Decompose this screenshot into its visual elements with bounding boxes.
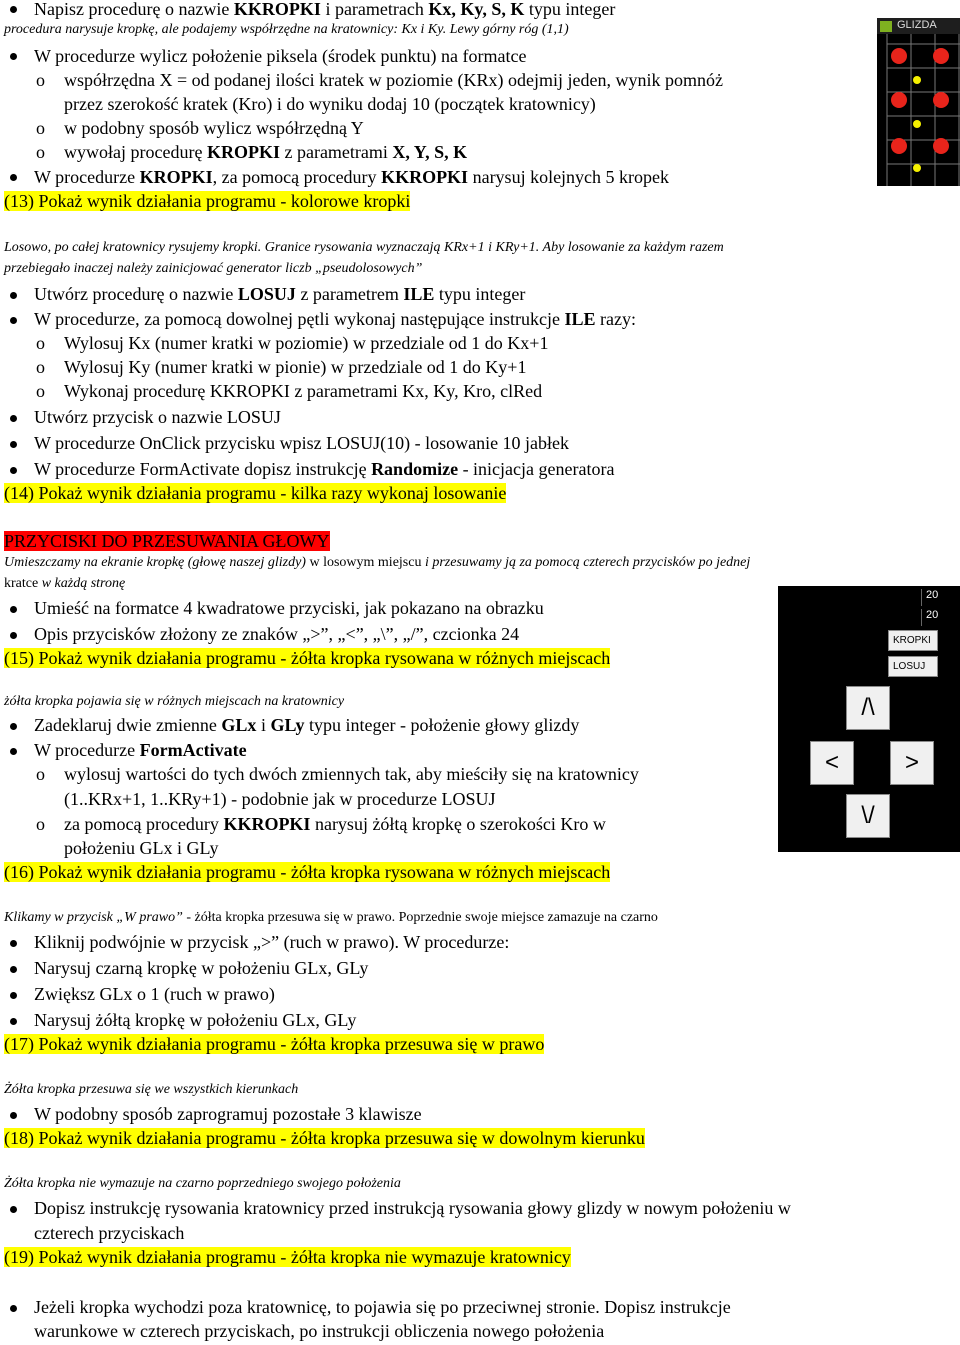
sub-item-5: Wylosuj Ky (numer kratki w pionie) w przedziale od 1 do Ky+1 xyxy=(64,357,527,377)
bullet-item-3: W procedurze KROPKI, za pomocą procedury KKROPKI narysuj kolejnych 5 kropek xyxy=(34,167,670,187)
bullet-item-4: Utwórz procedurę o nazwie LOSUJ z parametrem ILE typu integer xyxy=(34,284,526,304)
red-dot xyxy=(933,48,949,64)
field-ky: 20 xyxy=(921,609,960,626)
sub-item-1a: współrzędna X = od podanej ilości kratek w poziomie (KRx) odejmij jeden, wynik pomnóż xyxy=(64,70,724,90)
bullet-item-18a: Dopisz instrukcję rysowania kratownicy przed instrukcją rysowania głowy glizdy w nowym położeniu w xyxy=(34,1198,791,1218)
highlight-19: (19) Pokaż wynik działania programu - żółta kropka nie wymazuje kratownicy xyxy=(4,1247,571,1267)
kropki-button[interactable]: KROPKI xyxy=(888,630,938,651)
note-yellow: żółta kropka pojawia się w różnych miejscach na kratownicy xyxy=(4,694,345,709)
section-heading: PRZYCISKI DO PRZESUWANIA GŁOWY xyxy=(4,531,330,551)
yellow-dot xyxy=(913,120,921,128)
bullet-item-10: Opis przycisków złożony ze znaków „>”, „<”, „\”, „/”, czcionka 24 xyxy=(34,624,520,644)
red-dot xyxy=(891,92,907,108)
sub-item-1b: przez szerokość kratek (Kro) i do wyniku dodaj 10 (początek kratownicy) xyxy=(64,94,596,114)
sub-item-7a: wylosuj wartości do tych dwóch zmiennych tak, aby mieściły się na kratownicy xyxy=(64,764,639,784)
glizda-window-screenshot xyxy=(877,18,960,186)
highlight-14: (14) Pokaż wynik działania programu - kilka razy wykonaj losowanie xyxy=(4,483,507,503)
bullet-item-17: W podobny sposób zaprogramuj pozostałe 3 klawisze xyxy=(34,1104,422,1124)
red-dot xyxy=(933,92,949,108)
note-right: Klikamy w przycisk „W prawo” - żółta kropka przesuwa się w prawo. Poprzednie swoje miejsce zamazuje na czarno xyxy=(4,910,658,925)
note-head: Umieszczamy na ekranie kropkę (głowę naszej glizdy) w losowym miejscu i przesuwamy ją za pomocą czterech przycisków po jednej xyxy=(4,555,751,570)
right-button[interactable]: > xyxy=(890,741,934,785)
red-dot xyxy=(933,138,949,154)
up-button[interactable]: /\ xyxy=(846,686,890,730)
red-dot xyxy=(891,48,907,64)
bullet-item-6: Utwórz przycisk o nazwie LOSUJ xyxy=(34,407,281,427)
bullet-item-18b: czterech przyciskach xyxy=(34,1223,185,1243)
controls-panel-screenshot xyxy=(778,586,960,852)
note-random: Losowo, po całej kratownicy rysujemy kropki. Granice rysowania wyznaczają KRx+1 i KRy+1. Aby losowanie za każdym razem xyxy=(4,240,724,255)
window-title: GLIZDA xyxy=(897,19,937,31)
note-no-erase: Żółta kropka nie wymazuje na czarno poprzedniego swojego położenia xyxy=(4,1176,401,1191)
bullet-item-5: W procedurze, za pomocą dowolnej pętli wykonaj następujące instrukcje ILE razy: xyxy=(34,309,636,329)
bullet-item-12: W procedurze FormActivate xyxy=(34,740,247,760)
bullet-item-19a: Jeżeli kropka wychodzi poza kratownicę, to pojawia się po przeciwnej stronie. Dopisz instrukcje xyxy=(34,1297,731,1317)
bullet-item-9: Umieść na formatce 4 kwadratowe przyciski, jak pokazano na obrazku xyxy=(34,598,544,618)
bullet-item-16: Narysuj żółtą kropkę w położeniu GLx, GLy xyxy=(34,1010,357,1030)
bullet-item-2: W procedurze wylicz położenie piksela (środek punktu) na formatce xyxy=(34,46,527,66)
down-button[interactable]: \/ xyxy=(846,794,890,838)
note-head-2: kratce w każdą stronę xyxy=(4,576,126,591)
highlight-17: (17) Pokaż wynik działania programu - żółta kropka przesuwa się w prawo xyxy=(4,1034,545,1054)
sub-item-2: w podobny sposób wylicz współrzędną Y xyxy=(64,118,364,138)
highlight-15: (15) Pokaż wynik działania programu - żółta kropka rysowana w różnych miejscach xyxy=(4,648,611,668)
highlight-13: (13) Pokaż wynik działania programu - kolorowe kropki xyxy=(4,191,411,211)
bullet-item-19b: warunkowe w czterech przyciskach, po instrukcji obliczenia nowego położenia xyxy=(34,1321,605,1341)
bullet-item-8: W procedurze FormActivate dopisz instrukcję Randomize - inicjacja generatora xyxy=(34,459,615,479)
note-all-directions: Żółta kropka przesuwa się we wszystkich kierunkach xyxy=(4,1082,299,1097)
bullet-item-13: Kliknij podwójnie w przycisk „>” (ruch w prawo). W procedurze: xyxy=(34,932,510,952)
note-random-2: przebiegało inaczej należy zainicjować generator liczb „pseudolosowych” xyxy=(4,261,423,276)
bullet-item-1: Napisz procedurę o nazwie KKROPKI i parametrach Kx, Ky, S, K typu integer xyxy=(34,0,616,19)
bullet-item-15: Zwiększ GLx o 1 (ruch w prawo) xyxy=(34,984,275,1004)
yellow-dot xyxy=(913,164,921,172)
app-icon xyxy=(880,21,892,32)
bullet-item-11: Zadeklaruj dwie zmienne GLx i GLy typu integer - położenie głowy glizdy xyxy=(34,715,580,735)
bullet-item-7: W procedurze OnClick przycisku wpisz LOSUJ(10) - losowanie 10 jabłek xyxy=(34,433,570,453)
losuj-button[interactable]: LOSUJ xyxy=(888,656,938,677)
sub-item-3: wywołaj procedurę KROPKI z parametrami X, Y, S, K xyxy=(64,142,468,162)
sub-item-8b: położeniu GLx i GLy xyxy=(64,838,219,858)
note-procedure: procedura narysuje kropkę, ale podajemy współrzędne na kratownicy: Kx i Ky. Lewy górny róg (1,1) xyxy=(4,22,569,37)
red-dot xyxy=(891,138,907,154)
sub-item-7b: (1..KRx+1, 1..KRy+1) - podobnie jak w procedurze LOSUJ xyxy=(64,789,496,809)
sub-item-6: Wykonaj procedurę KKROPKI z parametrami Kx, Ky, Kro, clRed xyxy=(64,381,543,401)
highlight-18: (18) Pokaż wynik działania programu - żółta kropka przesuwa się w dowolnym kierunku xyxy=(4,1128,645,1148)
sub-item-4: Wylosuj Kx (numer kratki w poziomie) w przedziale od 1 do Kx+1 xyxy=(64,333,549,353)
yellow-dot xyxy=(913,76,921,84)
bullet-item-14: Narysuj czarną kropkę w położeniu GLx, GLy xyxy=(34,958,369,978)
left-button[interactable]: < xyxy=(810,741,854,785)
sub-item-8a: za pomocą procedury KKROPKI narysuj żółtą kropkę o szerokości Kro w xyxy=(64,814,606,834)
highlight-16: (16) Pokaż wynik działania programu - żółta kropka rysowana w różnych miejscach xyxy=(4,862,611,882)
field-kx: 20 xyxy=(921,589,960,606)
